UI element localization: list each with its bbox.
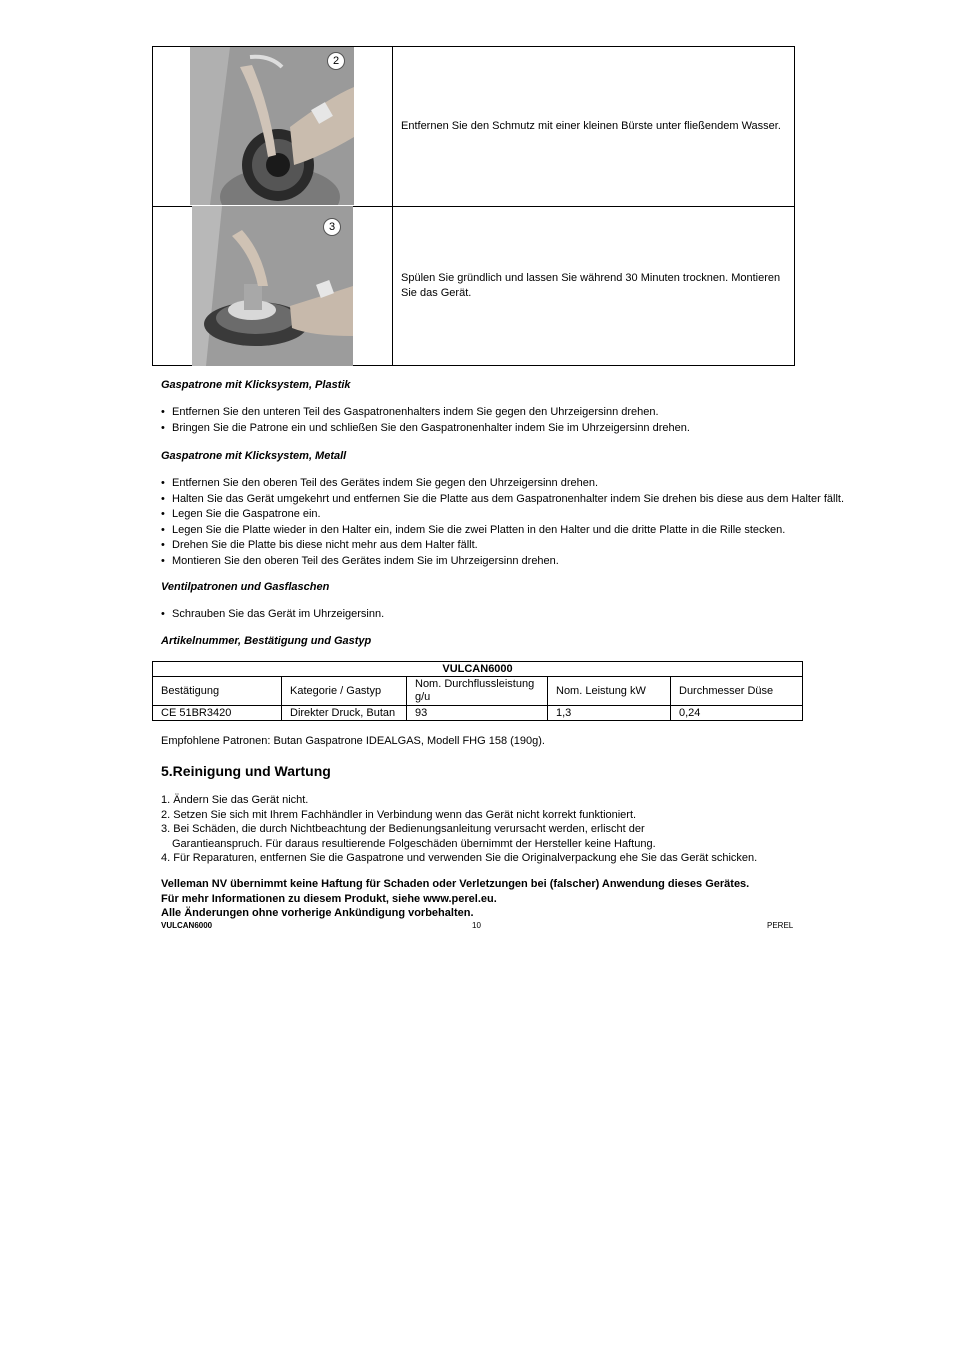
recommended-cartridges: Empfohlene Patronen: Butan Gaspatrone IDEALGAS, Modell FHG 158 (190g).: [161, 735, 545, 747]
table-header-cell: Nom. Leistung kW: [548, 677, 671, 706]
step-image-cell: [153, 47, 393, 206]
step-text: Spülen Sie gründlich und lassen Sie während 30 Minuten trocknen. Montieren Sie das Gerät.: [401, 272, 781, 299]
spec-table: [152, 661, 803, 721]
table-cell: CE 51BR3420: [153, 706, 282, 721]
footer-brand: PEREL: [767, 921, 794, 930]
table-header-cell: Kategorie / Gastyp: [282, 677, 407, 706]
list-item: • Legen Sie die Gaspatrone ein.: [161, 507, 844, 523]
footer-page-number: 10: [472, 921, 481, 930]
cleaning-brush-photo: [190, 47, 354, 205]
footer-model: VULCAN6000: [161, 921, 213, 930]
list-item: 4. Für Reparaturen, entfernen Sie die Gaspatrone und verwenden Sie die Originalverpackung ehe Sie das Gerät schicken.: [161, 852, 758, 864]
list-item: 2. Setzen Sie sich mit Ihrem Fachhändler in Verbindung wenn das Gerät nicht korrekt funktioniert.: [161, 808, 637, 821]
table-header-row: [153, 677, 803, 706]
step-row-3: [153, 206, 794, 366]
table-header-cell: Bestätigung: [153, 677, 282, 706]
disclaimer-line: Alle Änderungen ohne vorherige Ankündigung vorbehalten.: [161, 907, 474, 919]
table-cell: 0,24: [671, 706, 803, 721]
section-heading-plastic: Gaspatrone mit Klicksystem, Plastik: [161, 379, 351, 391]
list-item: [161, 837, 757, 852]
step-row-2: [153, 47, 794, 207]
table-row: [153, 706, 803, 721]
list-item: • Drehen Sie die Platte bis diese nicht mehr aus dem Halter fällt.: [161, 538, 844, 554]
disclaimer: [161, 877, 749, 921]
maintenance-list: [161, 793, 757, 866]
table-header-cell: Durchmesser Düse: [671, 677, 803, 706]
list-item: • Bringen Sie die Patrone ein und schließen Sie den Gaspatronenhalter indem Sie im Uhrzeigersinn drehen.: [161, 421, 690, 437]
section-heading-article: Artikelnummer, Bestätigung und Gastyp: [161, 635, 372, 647]
step-text: Entfernen Sie den Schmutz mit einer kleinen Bürste unter fließendem Wasser.: [401, 120, 781, 132]
table-cell: 93: [407, 706, 548, 721]
steps-table: [152, 46, 795, 366]
step-number-badge: 3: [323, 218, 341, 236]
spec-table-title: VULCAN6000: [153, 662, 803, 677]
list-item: • Legen Sie die Platte wieder in den Halter ein, indem Sie die zwei Platten in den Halter und die dritte Platte in die Rille stecken.: [161, 523, 844, 539]
metal-instructions-list: [161, 476, 844, 569]
plastic-instructions-list: [161, 405, 690, 436]
list-item: 1. Ändern Sie das Gerät nicht.: [161, 794, 309, 806]
step-image-cell: [153, 206, 393, 366]
section-heading-metal: Gaspatrone mit Klicksystem, Metall: [161, 450, 347, 462]
disclaimer-line: Velleman NV übernimmt keine Haftung für Schaden oder Verletzungen bei (falscher) Anwendung dieses Gerätes.: [161, 878, 750, 890]
list-item: • Halten Sie das Gerät umgekehrt und entfernen Sie die Platte aus dem Gaspatronenhalter indem Sie drehen bis diese aus dem Halter fällt.: [161, 492, 844, 508]
section-heading-maintenance: 5.Reinigung und Wartung: [161, 763, 331, 779]
list-item-continuation: Garantieanspruch. Für daraus resultierende Folgeschäden übernimmt der Hersteller keine Haftung.: [172, 837, 656, 850]
list-item: • Schrauben Sie das Gerät im Uhrzeigersinn.: [161, 607, 384, 623]
list-item: • Montieren Sie den oberen Teil des Gerätes indem Sie im Uhrzeigersinn drehen.: [161, 554, 844, 570]
disclaimer-line: Für mehr Informationen zu diesem Produkt, siehe www.perel.eu.: [161, 892, 497, 905]
list-item: • Entfernen Sie den oberen Teil des Gerätes indem Sie gegen den Uhrzeigersinn drehen.: [161, 476, 844, 492]
brush-cleaning-illustration: [190, 47, 354, 205]
step-number-badge: 2: [327, 52, 345, 70]
list-item: • Entfernen Sie den unteren Teil des Gaspatronenhalters indem Sie gegen den Uhrzeigersinn drehen.: [161, 405, 690, 421]
section-heading-valve: Ventilpatronen und Gasflaschen: [161, 581, 330, 593]
valve-instructions-list: [161, 607, 384, 623]
table-cell: Direkter Druck, Butan: [282, 706, 407, 721]
list-item: 3. Bei Schäden, die durch Nichtbeachtung der Bedienungsanleitung verursacht werden, erlischt der: [161, 823, 645, 835]
table-cell: 1,3: [548, 706, 671, 721]
table-header-cell: Nom. Durchflussleistung g/u: [407, 677, 548, 706]
